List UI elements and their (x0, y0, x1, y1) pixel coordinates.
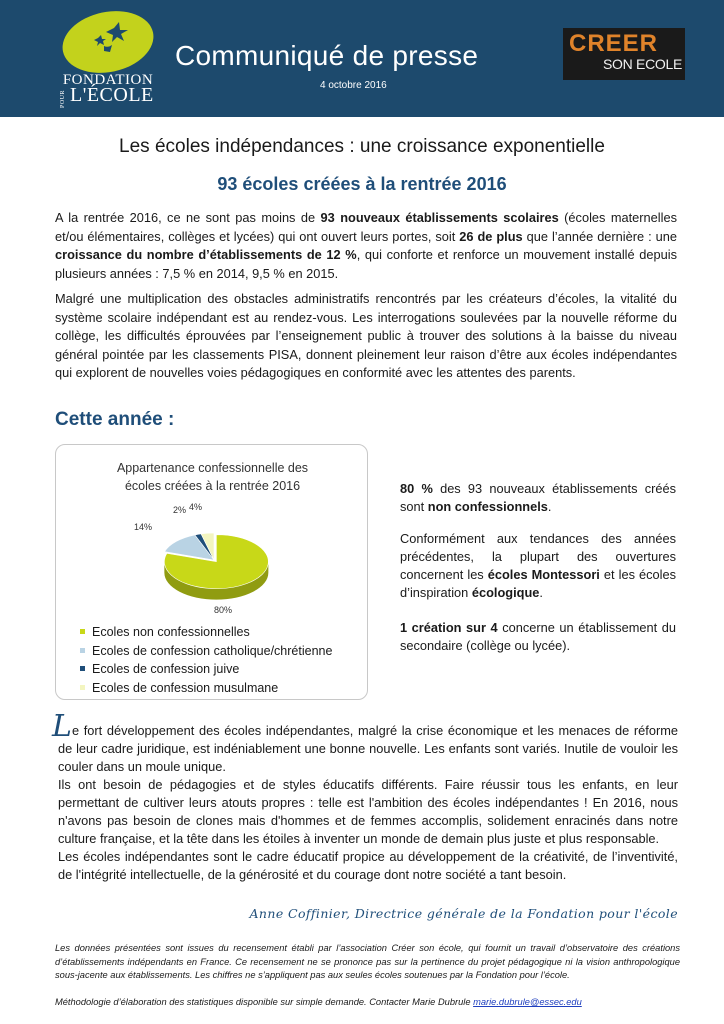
legend-swatch-2 (80, 648, 85, 653)
legend-swatch-1 (80, 629, 85, 634)
intro-paragraph (55, 209, 677, 283)
stat-text-1: des 93 nouveaux établissements créés sont (400, 481, 676, 514)
legend-item-1 (80, 623, 332, 642)
legend-item-4 (80, 679, 332, 698)
contact-email-link[interactable]: marie.dubrule@essec.edu (473, 997, 582, 1007)
intro-text-3: que l’année dernière : une (522, 228, 677, 244)
creer-son-ecole-logo (563, 28, 685, 80)
intro-text-1: A la rentrée 2016, ce ne sont pas moins de (55, 210, 321, 225)
logo-text-pour: POUR (60, 90, 66, 109)
pie-data-label-4: 4% (189, 502, 203, 512)
legend-swatch-4 (80, 685, 85, 690)
chart-title-line-2: écoles créées à la rentrée 2016 (124, 479, 301, 493)
page-title: Communiqué de presse (175, 40, 479, 71)
quote-dropcap: L (52, 709, 72, 744)
partner-logo-bottom: SON ECOLE (603, 56, 682, 72)
pie-data-label-3: 2% (173, 505, 187, 515)
logo-text-lecole: L'ÉCOLE (70, 84, 154, 106)
fondation-logo-icon (58, 8, 158, 78)
header-band (0, 0, 724, 117)
stat-bold-1: 80 % (400, 481, 433, 496)
quote-paragraph-2: Ils ont besoin de pédagogies et de styles éducatifs différents. Faire réussir tous les enfants, en leur permettant de cultiver leurs atouts propres : telle est l'ambition des écoles indépendantes ! En 2016, nous n'avons pas besoin de clones mais d'hommes et de femmes accomplis, solidement enracinés dans notre culture française, et la tête dans les étoiles à inventer un monde de demain plus juste et plus responsable. (58, 777, 678, 846)
intro-text-4: , qui conforte et renforce un mouvement installé depuis plusieurs années : 7,5 % en 2014, 9,5 % en 2015. (55, 247, 677, 281)
quote-paragraph-3: Les écoles indépendantes sont le cadre éducatif propice au développement de la créativité, de l’inventivité, de l'intégrité intellectuelle, de la générosité et du courage dont notre société a tant besoin. (58, 849, 678, 882)
source-notes: Les données présentées sont issues du recensement établi par l’association Créer son école, qui fournit un travail d’observatoire des créations d’établissements indépendants en France. Ce recensement ne se prononce pas sur la pertinence du projet pédagogique ni la vision anthropologique sous-jacente aux établissements. Les chiffres ne s’appliquent pas aux seules écoles soutenues par la Fondation pour l’école. (55, 943, 680, 980)
pie-chart (56, 445, 369, 625)
pie-data-label-1: 80% (214, 605, 233, 615)
logo-text-ecole (58, 86, 158, 108)
montessori-text-3: . (539, 585, 543, 600)
legend-label-3: Ecoles de confession juive (92, 662, 240, 676)
legend-label-2: Ecoles de confession catholique/chrétienne (92, 643, 333, 658)
montessori-text-2: et les écoles d’inspiration (400, 567, 676, 600)
secondary-text-1: concerne un établissement du secondaire (collège ou lycée). (400, 620, 676, 653)
montessori-bold-1: écoles Montessori (487, 567, 600, 582)
pie-chart-panel (55, 444, 368, 700)
stat-text-2: . (547, 499, 552, 514)
logo-text-fondation: FONDATION (62, 72, 154, 88)
secondary-bold-1: 1 création sur 4 (400, 620, 498, 635)
section-heading: Cette année : (55, 409, 175, 430)
intro-text-2: (écoles maternelles et/ou élémentaires, collèges et lycées) qui ont ouvert leurs portes, soit (55, 210, 677, 244)
context-paragraph: Malgré une multiplication des obstacles administratifs rencontrés par les créateurs d’écoles, la vitalité du système scolaire indépendant est au rendez-vous. Les interrogations soulevées par la nouvelle réforme du collège, les difficultés éprouvées par l’enseignement public à trouver des solutions à la baisse du niveau général pointée par les classements PISA, donnent pleinement leur raison d’être aux écoles indépendantes qui explorent de nouvelles voies pédagogiques en conformité avec les attentes des parents. (55, 291, 677, 380)
methodology-text: Méthodologie d’élaboration des statistiques disponible sur simple demande. Contacter Marie Dubrule (55, 997, 474, 1007)
chart-legend (80, 623, 332, 697)
director-quote (52, 709, 678, 884)
quote-signature: Anne Coffinier, Directrice générale de la Fondation pour l'école (249, 906, 678, 921)
legend-swatch-3 (80, 666, 85, 671)
stat-bold-2: non confessionnels (427, 499, 548, 514)
montessori-bold-2: écologique (471, 585, 540, 600)
intro-bold-3: croissance du nombre d’établissements de 12 % (55, 247, 357, 262)
montessori-text-1: Conformément aux tendances des années précédentes, la plupart des ouvertures concernent les (400, 531, 676, 582)
stat-secondary (400, 619, 676, 655)
document-subtitle: 93 écoles créées à la rentrée 2016 (217, 174, 507, 194)
legend-label-4: Ecoles de confession musulmane (92, 680, 279, 695)
stat-montessori (400, 530, 676, 602)
partner-logo-top: CREER (569, 30, 659, 57)
quote-paragraph-1: e fort développement des écoles indépendantes, malgré la crise économique et les menaces de réforme de leur cadre juridique, est indéniablement une bonne nouvelle. Les enfants sont variés. Inutile de vouloir les couler dans un moule unique. (58, 723, 678, 774)
intro-bold-2: 26 de plus (459, 228, 523, 244)
chart-title-line-1: Appartenance confessionnelle des (116, 461, 309, 475)
legend-label-1: Ecoles non confessionnelles (92, 625, 250, 639)
intro-bold-1: 93 nouveaux établissements scolaires (320, 210, 559, 225)
legend-item-2 (80, 642, 332, 661)
legend-item-3 (80, 660, 332, 679)
pie-data-label-2: 14% (134, 522, 153, 532)
methodology-note (55, 997, 695, 1007)
document-title: Les écoles indépendances : une croissance exponentielle (119, 136, 605, 157)
stat-non-confessional (400, 480, 676, 516)
press-date: 4 octobre 2016 (320, 80, 387, 91)
